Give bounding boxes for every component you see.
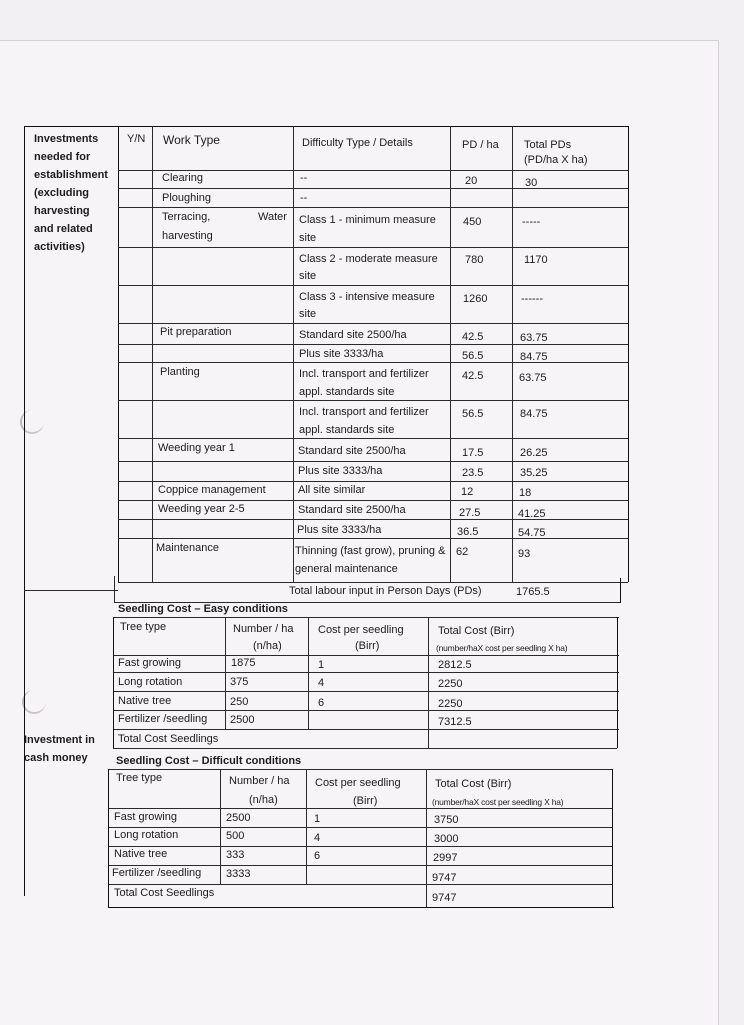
detail-cell: Incl. transport and fertilizer [299,368,429,380]
total-cost-cell: 7312.5 [438,716,472,728]
detail-cell: Standard site 2500/ha [299,329,407,341]
work-type-cell: Clearing [162,172,203,184]
total-cell: ------ [521,293,543,305]
detail-cell: -- [300,192,308,204]
detail-cell: All site similar [298,484,366,496]
label-line: establishment [34,169,108,181]
number-cell: 333 [226,849,245,861]
number-cell: 375 [230,676,249,688]
detail-cell: site [299,270,317,282]
tree-type-cell: Native tree [118,695,172,707]
cost-cell: 1 [314,813,321,825]
easy-header-total-formula: (number/haX cost per seedling X ha) [436,643,568,653]
pd-cell: 42.5 [462,331,484,343]
total-cell: 84.75 [520,408,548,420]
easy-header-number: Number / ha [233,623,294,635]
header-total-pds: Total PDs [524,139,572,151]
detail-cell: Standard site 2500/ha [298,445,406,457]
total-cost-cell: 2250 [438,698,463,710]
total-cell: 41.25 [518,508,546,520]
cash-label [24,731,95,767]
difficult-header-total-formula: (number/haX cost per seedling X ha) [432,797,564,807]
detail-cell: Standard site 2500/ha [298,504,406,516]
tree-type-cell: Fertilizer /seedling [112,867,202,879]
total-cost-cell: 3750 [434,814,459,826]
pd-cell: 780 [465,254,484,266]
easy-title: Seedling Cost – Easy conditions [118,603,288,615]
work-type-cell: harvesting [162,230,213,242]
total-cell: 30 [525,177,538,189]
tree-type-cell: Fast growing [114,811,177,823]
number-cell: 250 [230,696,249,708]
total-cost-cell: 2250 [438,678,463,690]
pd-cell: 42.5 [462,370,484,382]
label-line: cash money [24,752,88,764]
pd-cell: 62 [456,546,469,558]
work-type-cell: Planting [160,366,200,378]
pd-cell: 36.5 [457,526,479,538]
pd-cell: 20 [465,175,478,187]
work-type-cell: Water [258,211,287,223]
pd-cell: 23.5 [462,467,484,479]
pd-cell: 12 [461,486,474,498]
header-total-pds-unit: (PD/ha X ha) [524,154,588,166]
work-type-cell: Ploughing [162,192,211,204]
investments-label [34,130,108,256]
pd-cell: 450 [463,216,482,228]
pd-cell: 56.5 [462,408,484,420]
difficult-header-number: Number / ha [229,775,290,787]
cost-cell: 4 [318,677,325,689]
detail-cell: Plus site 3333/ha [297,524,382,536]
cost-cell: 6 [318,697,325,709]
difficult-header-tree: Tree type [116,772,163,784]
detail-cell: Plus site 3333/ha [299,348,384,360]
total-cell: 35.25 [520,467,548,479]
header-difficulty: Difficulty Type / Details [302,137,413,149]
total-labour-value: 1765.5 [516,586,550,598]
total-labour-label: Total labour input in Person Days (PDs) [289,585,482,597]
number-cell: 2500 [230,714,255,726]
total-cell: 1170 [524,254,548,266]
easy-total-label: Total Cost Seedlings [118,733,219,745]
detail-cell: Plus site 3333/ha [298,465,383,477]
tree-type-cell: Fertilizer /seedling [118,713,208,725]
detail-cell: Class 3 - intensive measure [299,291,435,303]
detail-cell: Thinning (fast grow), pruning & [295,545,446,557]
detail-cell: site [299,308,317,320]
number-cell: 500 [226,830,245,842]
label-line: Investment in [24,734,95,746]
label-line: (excluding [34,187,90,199]
detail-cell: site [299,232,317,244]
detail-cell: appl. standards site [299,424,395,436]
detail-cell: Class 2 - moderate measure [299,253,438,265]
number-cell: 3333 [226,868,251,880]
header-yn: Y/N [127,133,146,145]
total-cell: 54.75 [518,527,546,539]
work-type-cell: Weeding year 2-5 [158,503,245,515]
header-pd-ha: PD / ha [462,139,499,151]
pd-cell: 17.5 [462,447,484,459]
number-cell: 2500 [226,812,251,824]
difficult-header-cost: Cost per seedling [315,777,401,789]
work-type-cell: Weeding year 1 [158,442,235,454]
label-line: activities) [34,241,85,253]
easy-header-cost-unit: (Birr) [355,640,380,652]
total-cost-cell: 3000 [434,833,459,845]
cost-cell: 1 [318,659,325,671]
easy-header-number-unit: (n/ha) [253,640,282,652]
easy-header-total: Total Cost (Birr) [438,625,515,637]
header-work-type: Work Type [163,133,220,147]
difficult-header-total: Total Cost (Birr) [435,778,512,790]
detail-cell: Class 1 - minimum measure [299,214,436,226]
tree-type-cell: Native tree [114,848,168,860]
tree-type-cell: Fast growing [118,657,181,669]
difficult-total-label: Total Cost Seedlings [114,887,215,899]
total-cell: 63.75 [520,332,548,344]
total-cell: 18 [519,487,532,499]
total-cell: ----- [522,216,541,228]
label-line: and related [34,223,93,235]
number-cell: 1875 [231,657,256,669]
pd-cell: 27.5 [459,507,481,519]
label-line: harvesting [34,205,90,217]
work-type-cell: Pit preparation [160,326,232,338]
total-cell: 84.75 [520,351,548,363]
tree-type-cell: Long rotation [118,676,183,688]
detail-cell: appl. standards site [299,386,395,398]
label-line: Investments [34,133,99,145]
work-type-cell: Maintenance [156,542,219,554]
cost-cell: 6 [314,850,321,862]
tree-type-cell: Long rotation [114,829,179,841]
easy-header-tree: Tree type [120,621,167,633]
total-cell: 26.25 [520,447,548,459]
cost-cell: 4 [314,832,321,844]
total-cell: 93 [518,548,531,560]
pd-cell: 56.5 [462,350,484,362]
work-type-cell: Coppice management [158,484,266,496]
total-cell: 63.75 [519,372,547,384]
detail-cell: general maintenance [295,563,398,575]
difficult-header-number-unit: (n/ha) [249,794,278,806]
total-cost-cell: 9747 [432,872,457,884]
total-cost-cell: 2812.5 [438,659,472,671]
detail-cell: -- [300,172,308,184]
difficult-title: Seedling Cost – Difficult conditions [116,755,302,767]
easy-header-cost: Cost per seedling [318,624,404,636]
difficult-total-value: 9747 [432,892,457,904]
total-cost-cell: 2997 [433,852,458,864]
punch-hole [22,690,46,714]
pd-cell: 1260 [463,293,488,305]
detail-cell: Incl. transport and fertilizer [299,406,429,418]
difficult-header-cost-unit: (Birr) [353,795,378,807]
work-type-cell: Terracing, [162,211,211,223]
label-line: needed for [34,151,91,163]
